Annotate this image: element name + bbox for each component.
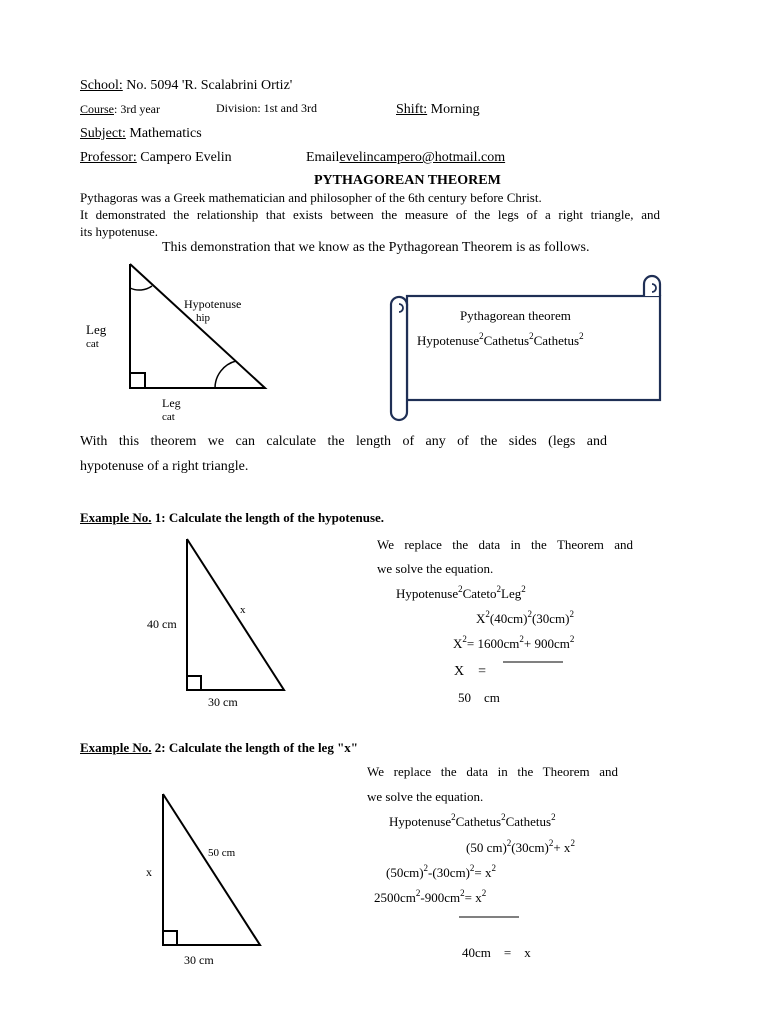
example-2-hyp-label: 50 cm <box>208 847 236 859</box>
course-label: Course <box>80 102 114 116</box>
cat-label-left: cat <box>86 338 99 350</box>
example-1-eq-2: $X^2(40cm)^2(30cm)^2$ <box>476 609 574 626</box>
example-2-heading: Example No. 2: Calculate the length of the leg "x" <box>80 740 359 755</box>
scroll-formula: Hypotenuse$^2$Cathetus$^2$Cathetus$^2$ <box>417 331 584 348</box>
scroll-title: Pythagorean theorem <box>460 308 571 323</box>
theorem-text-line-1: With this theorem we can calculate the length of any of the sides (legs and <box>80 434 607 449</box>
hypotenuse-label: Hypotenuse <box>184 297 242 311</box>
intro-line-2: It demonstrated the relationship that exists between the measure of the legs of a right triangle, and <box>80 207 660 222</box>
example-1-side-bottom: 30 cm <box>208 695 238 709</box>
example-1-eq-3: $X^2= 1600cm^2+ 900cm^2$ <box>453 634 575 651</box>
shift-label: Shift: <box>396 102 428 117</box>
example-1-eq-4: X = <box>454 664 487 679</box>
intro-line-1: Pythagoras was a Greek mathematician and philosopher of the 6th century before Christ. <box>80 190 542 205</box>
example-2-eq-3: $(50cm)^2-(30cm)^2= x^2$ <box>386 863 497 880</box>
example-1-hyp-label: x <box>240 604 246 616</box>
example-2-eq-4: $2500cm^2-900cm^2= x^2$ <box>374 888 487 905</box>
intro-line-4: This demonstration that we know as the Pythagorean Theorem is as follows. <box>162 240 590 255</box>
example-1-eq-1: Hypotenuse$^2$Cateto$^2$Leg$^2$ <box>396 584 526 601</box>
division: Division: 1st and 3rd <box>216 101 317 115</box>
subject-value: Mathematics <box>125 126 202 141</box>
example-1-side-left: 40 cm <box>147 617 177 631</box>
example-1-text-2: we solve the equation. <box>377 561 494 576</box>
course-value: : 3rd year <box>114 102 160 116</box>
example-2-side-bottom: 30 cm <box>184 953 214 967</box>
email-link[interactable]: evelincampero@hotmail.com <box>339 150 506 165</box>
example-2-text-1: We replace the data in the Theorem and <box>367 764 618 779</box>
subject-label: Subject: <box>80 126 126 141</box>
leg-label-bottom: Leg <box>162 396 181 410</box>
school-value: No. 5094 'R. Scalabrini Ortiz' <box>122 78 293 93</box>
example-2-eq-2: (50 $cm)^2(30cm)^2+ x^2$ <box>466 838 575 855</box>
example-1-heading: Example No. 1: Calculate the length of the hypotenuse. <box>80 510 385 525</box>
example-2-side-left: x <box>146 865 152 879</box>
example-1-text-1: We replace the data in the Theorem and <box>377 537 633 552</box>
page-title: PYTHAGOREAN THEOREM <box>314 173 501 188</box>
email-label: Email <box>306 150 340 165</box>
example-2-text-2: we solve the equation. <box>367 789 484 804</box>
example-2-eq-1: Hypotenuse$^2$Cathetus$^2$Cathetus$^2$ <box>389 812 556 829</box>
example-1-result: 50 cm <box>458 690 500 705</box>
shift-value: Morning <box>427 102 480 117</box>
school-label: School: <box>80 78 123 93</box>
intro-line-3: its hypotenuse. <box>80 224 158 239</box>
example-2-result: 40cm = x <box>462 945 531 960</box>
hip-label: hip <box>196 312 211 324</box>
theorem-text-line-2: hypotenuse of a right triangle. <box>80 459 249 474</box>
cat-label-bottom: cat <box>162 411 175 423</box>
professor-value: Campero Evelin <box>136 150 232 165</box>
professor-label: Professor: <box>80 150 137 165</box>
leg-label-left: Leg <box>86 322 107 337</box>
